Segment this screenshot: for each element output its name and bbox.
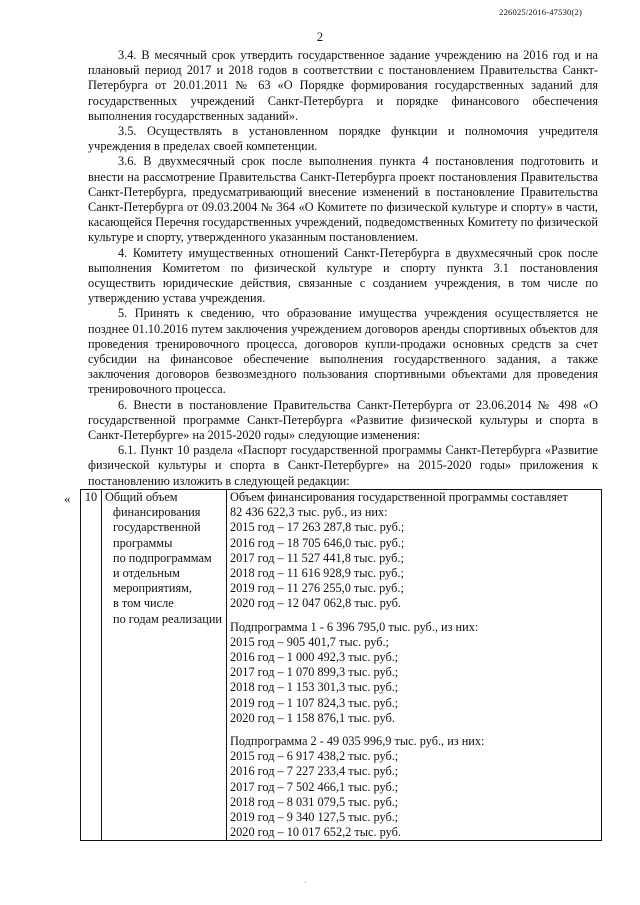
row-values	[227, 490, 602, 841]
year-line: 2015 год – 905 401,7 тыс. руб.;	[230, 634, 389, 649]
year-line: 2016 год – 1 000 492,3 тыс. руб.;	[230, 650, 399, 665]
document-body	[88, 48, 598, 489]
paragraph-3-5: 3.5. Осуществлять в установленном порядке функции и полномочия учредителя учреждения в пределах своей компетенции.	[88, 124, 598, 154]
row-label	[102, 490, 227, 841]
year-line: 2017 год – 1 070 899,3 тыс. руб.;	[230, 665, 399, 680]
subprogram-1-block	[230, 620, 598, 726]
paragraph-6: 6. Внести в постановление Правительства Санкт-Петербурга от 23.06.2014 № 498 «О государственной программе Санкт-Петербурга «Развитие физической культуры и спорта в Санкт-Петербурге» на 2015-2020 годы» следующие изменения:	[88, 397, 598, 443]
label-line: Общий объем	[105, 490, 178, 504]
year-line: 2015 год – 17 263 287,8 тыс. руб.;	[230, 520, 405, 535]
total-line: Объем финансирования государственной программы составляет	[230, 490, 568, 504]
year-line: 2019 год – 1 107 824,3 тыс. руб.;	[230, 695, 399, 710]
program-financing-table	[80, 489, 602, 841]
paragraph-3-6: 3.6. В двухмесячный срок после выполнения пункта 4 постановления подготовить и внести на рассмотрение Правительства Санкт-Петербурга проект постановления Правительства Санкт-Петербурга, предусматривающий внесение изменений в постановление Правительства Санкт-Петербурга от 09.03.2004 № 364 «О Комитете по физической культуре и спорту» в части, касающейся Перечня государственных учреждений, подведомственных Комитету по физической культуре и спорту, утвержденного указанным постановлением.	[88, 154, 598, 245]
scan-mark: ·	[304, 878, 307, 887]
subprogram-2-block	[230, 734, 598, 840]
year-line: 2018 год – 11 616 928,9 тыс. руб.;	[230, 566, 404, 581]
paragraph-3-4: 3.4. В месячный срок утвердить государственное задание учреждению на 2016 год и на плановый период 2017 и 2018 годов в соответствии с постановлением Правительства Санкт-Петербурга от 20.01.2011 № 63 «О Порядке формирования государственных заданий для государственных учреждений Санкт-Петербурга и порядке финансового обеспечения выполнения государственных заданий».	[88, 48, 598, 123]
year-line: 2020 год – 1 158 876,1 тыс. руб.	[230, 710, 395, 725]
subprogram-heading: Подпрограмма 2 - 49 035 996,9 тыс. руб., из них:	[230, 734, 485, 749]
year-line: 2016 год – 7 227 233,4 тыс. руб.;	[230, 764, 399, 779]
paragraph-6-1: 6.1. Пункт 10 раздела «Паспорт государственной программы Санкт-Петербурга «Развитие физической культуры и спорта в Санкт-Петербурге» на 2015-2020 годы» приложения к постановлению изложить в следующей редакции:	[88, 443, 598, 488]
year-line: 2018 год – 8 031 079,5 тыс. руб.;	[230, 794, 399, 809]
label-line: финансирования	[113, 505, 201, 520]
label-line: государственной	[113, 520, 201, 535]
row-number: 10	[81, 490, 102, 841]
label-line: по подпрограммам	[113, 550, 212, 565]
page-number: 2	[316, 30, 324, 44]
document-id: 226025/2016-47530(2)	[499, 7, 582, 17]
year-line: 2015 год – 6 917 438,2 тыс. руб.;	[230, 749, 399, 764]
subprogram-heading: Подпрограмма 1 - 6 396 795,0 тыс. руб., из них:	[230, 619, 479, 634]
label-line: и отдельным	[113, 566, 180, 581]
label-line: программы	[113, 535, 173, 550]
year-line: 2019 год – 11 276 255,0 тыс. руб.;	[230, 581, 404, 596]
year-line: 2016 год – 18 705 646,0 тыс. руб.;	[230, 535, 405, 550]
year-line: 2017 год – 7 502 466,1 тыс. руб.;	[230, 779, 399, 794]
year-line: 2017 год – 11 527 441,8 тыс. руб.;	[230, 550, 404, 565]
year-line: 2020 год – 12 047 062,8 тыс. руб.	[230, 596, 401, 611]
label-line: в том числе	[113, 596, 174, 611]
year-line: 2019 год – 9 340 127,5 тыс. руб.;	[230, 810, 399, 825]
paragraph-5: 5. Принять к сведению, что образование имущества учреждения осуществляется не позднее 01.10.2016 путем заключения учреждением договоров аренды спортивных объектов для проведения тренировочного процесса, договоров купли-продажи основных средств за счет субсидии на финансовое обеспечение выполнения государственного задания, а также заключения договоров безвозмездного пользования спортивными объектами для проведения тренировочного процесса.	[88, 306, 598, 397]
year-line: 2020 год – 10 017 652,2 тыс. руб.	[230, 825, 401, 840]
total-financing-block	[230, 490, 598, 612]
table-open-quote: «	[64, 491, 71, 506]
label-line: по годам реализации	[113, 611, 223, 626]
label-line: мероприятиям,	[113, 581, 192, 596]
paragraph-4: 4. Комитету имущественных отношений Санкт-Петербурга в двухмесячный срок после выполнения Комитетом по физической культуре и спорту пункта 3.1 постановления осуществить юридические действия, связанные с созданием учреждения, в том числе по утверждению устава учреждения.	[88, 245, 598, 306]
total-line: 82 436 622,3 тыс. руб., из них:	[230, 505, 388, 520]
table-row	[81, 490, 602, 841]
year-line: 2018 год – 1 153 301,3 тыс. руб.;	[230, 680, 399, 695]
